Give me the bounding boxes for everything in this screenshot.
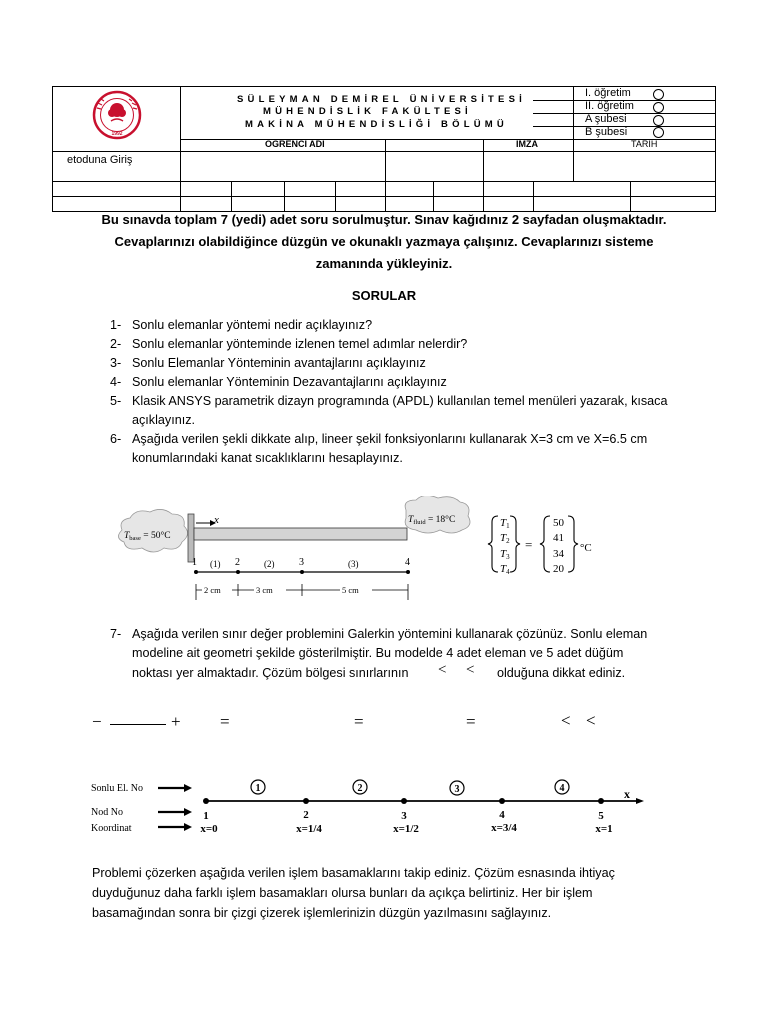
vector-value: 41 — [553, 532, 564, 544]
header-divider — [483, 139, 484, 182]
wall — [188, 514, 194, 562]
fin-figure — [110, 496, 610, 616]
element-label: (2) — [264, 559, 275, 569]
node-number: 1 — [192, 557, 197, 568]
option-section-b: B şubesi — [585, 126, 628, 138]
coordinate-label: x=0 — [200, 823, 218, 835]
question-text: Klasik ANSYS parametrik dizayn programında (APDL) kullanılan temel menüleri yazarak, kısaca — [132, 394, 668, 408]
row-label: Sonlu El. No — [91, 783, 143, 794]
radio-second-education[interactable] — [653, 102, 664, 113]
axis-label: x — [624, 787, 630, 801]
node-number: 2 — [235, 557, 240, 568]
radio-section-a[interactable] — [653, 115, 664, 126]
dimension-label: 3 cm — [256, 585, 273, 595]
header-divider — [180, 87, 181, 212]
equals-sign: = — [525, 537, 533, 552]
question-text-continued: açıklayınız. — [132, 413, 195, 427]
section-title: SORULAR — [351, 288, 417, 303]
x-label: x — [214, 514, 219, 526]
node-number: 3 — [401, 810, 407, 822]
element-number: 3 — [454, 784, 460, 795]
coordinate-label: x=1/4 — [296, 823, 322, 835]
equals-symbol: = — [220, 712, 230, 731]
signature-header: IMZA — [516, 139, 538, 149]
date-header: TARIH — [631, 139, 658, 149]
node-number: 1 — [203, 810, 209, 822]
equals-symbol: = — [354, 712, 364, 731]
vector-value: 50 — [553, 517, 564, 529]
question-text: Aşağıda verilen sınır değer problemini Galerkin yöntemini kullanarak çözünüz. Sonlu eleman — [132, 627, 648, 641]
question-number: 6- — [110, 432, 122, 446]
question-text: Sonlu elemanlar yöntemi nedir açıklayınız? — [132, 318, 373, 332]
element-number: 1 — [255, 783, 261, 794]
left-brace — [488, 516, 498, 572]
faculty-name: MÜHENDİSLİK FAKÜLTESİ — [263, 106, 472, 117]
logo-year: 1992 — [111, 131, 123, 137]
question-number: 1- — [110, 318, 122, 332]
mesh-figure — [88, 770, 668, 838]
coordinate-label: x=1/2 — [393, 823, 419, 835]
dimension-label: 2 cm — [204, 585, 221, 595]
instruction-line-2: duyduğunuz daha farklı işlem basamakları olursa bunları da açıkça belirtiniz. Her bir işlem — [92, 886, 593, 900]
header-divider — [573, 87, 574, 140]
vector-label: T3 — [500, 548, 510, 561]
element-number: 4 — [559, 783, 565, 794]
header-divider — [385, 139, 386, 182]
header-divider — [573, 139, 574, 182]
exam-header-table — [52, 86, 716, 212]
question-text-continued: modeline ait geometri şekilde gösterilmiştir. Bu modelde 4 adet eleman ve 5 adet düğüm — [132, 646, 624, 660]
less-than-symbol: < — [438, 662, 447, 678]
radio-first-education[interactable] — [653, 89, 664, 100]
question-number: 7- — [110, 627, 122, 641]
left-brace — [540, 516, 550, 572]
element-label: (3) — [348, 559, 359, 569]
vector-label: T1 — [500, 517, 510, 530]
dimension-label: 5 cm — [342, 585, 359, 595]
vector-label: T4 — [500, 563, 510, 576]
vector-value: 20 — [553, 563, 564, 575]
intro-line-2: Cevaplarınızı olabildiğince düzgün ve okunaklı yazmaya çalışınız. Cevaplarınızı sisteme — [114, 234, 654, 249]
element-label: (1) — [210, 559, 221, 569]
plus-symbol: + — [171, 712, 181, 731]
intro-line-1: Bu sınavda toplam 7 (yedi) adet soru sorulmuştur. Sınav kağıdınız 2 sayfadan oluşmaktadır. — [101, 212, 667, 227]
node-number: 4 — [499, 809, 505, 821]
instruction-line-1: Problemi çözerken aşağıda verilen işlem basamaklarını takip ediniz. Çözüm esnasında ihtiyaç — [92, 866, 615, 880]
vector-label: T2 — [500, 532, 510, 545]
university-name: SÜLEYMAN DEMİREL ÜNİVERSİTESİ — [237, 94, 526, 105]
element-number: 2 — [357, 783, 363, 794]
question-number: 5- — [110, 394, 122, 408]
coordinate-label: x=1 — [595, 823, 613, 835]
header-divider — [53, 196, 716, 197]
option-section-a: A şubesi — [585, 113, 627, 125]
department-name: MAKİNA MÜHENDİSLİĞİ BÖLÜMÜ — [245, 119, 508, 130]
t-base-label: $T_{base} = 50^\circ C$ — [124, 531, 171, 542]
less-than-symbol: < — [586, 711, 596, 730]
university-logo — [91, 90, 143, 140]
question-text-continued: konumlarındaki kanat sıcaklıklarını hesaplayınız. — [132, 451, 403, 465]
coordinate-label: x=3/4 — [491, 822, 517, 834]
fin-rod — [194, 528, 407, 540]
right-brace — [568, 516, 578, 572]
row-label: Nod No — [91, 807, 123, 818]
minus-symbol: − — [92, 712, 102, 731]
equals-symbol: = — [466, 712, 476, 731]
course-name: etoduna Giriş — [67, 154, 133, 166]
right-brace — [510, 516, 520, 572]
option-second-education: II. öğretim — [585, 100, 634, 112]
student-name-header: OGRENCI ADI — [265, 139, 325, 149]
less-than-symbol: < — [561, 711, 571, 730]
question-number: 2- — [110, 337, 122, 351]
unit-label: °C — [580, 542, 592, 554]
option-first-education: I. öğretim — [585, 87, 631, 99]
intro-line-3: zamanında yükleyiniz. — [315, 256, 453, 271]
question-number: 4- — [110, 375, 122, 389]
question-text-continued: olduğuna dikkat ediniz. — [497, 666, 626, 680]
question-text: Sonlu elemanlar yönteminde izlenen temel adımlar nelerdir? — [132, 337, 468, 351]
instruction-line-3: basamağından sonra bir çizgi çizerek işlemlerinizin düzgün yazılmasını sağlayınız. — [92, 906, 552, 920]
node-number: 2 — [303, 809, 309, 821]
vector-value: 34 — [553, 548, 564, 560]
node-number: 3 — [299, 557, 304, 568]
node-number: 5 — [598, 810, 604, 822]
question-text: Aşağıda verilen şekli dikkate alıp, lineer şekil fonksiyonlarını kullanarak X=3 cm ve X=6.5 cm — [132, 432, 648, 446]
fraction-bar — [110, 724, 166, 725]
row-label: Koordinat — [91, 823, 132, 834]
question-text-continued: noktası yer almaktadır. Çözüm bölgesi sınırlarının — [132, 666, 409, 680]
question-number: 3- — [110, 356, 122, 370]
question-text: Sonlu elemanlar Yönteminin Dezavantajlarını açıklayınız — [132, 375, 447, 389]
question-text: Sonlu Elemanlar Yönteminin avantajlarını açıklayınız — [132, 356, 426, 370]
node-number: 4 — [405, 557, 410, 568]
radio-section-b[interactable] — [653, 127, 664, 138]
t-fluid-label: $T_{fluid} = 18^\circ C$ — [408, 515, 456, 526]
less-than-symbol: < — [466, 662, 475, 678]
